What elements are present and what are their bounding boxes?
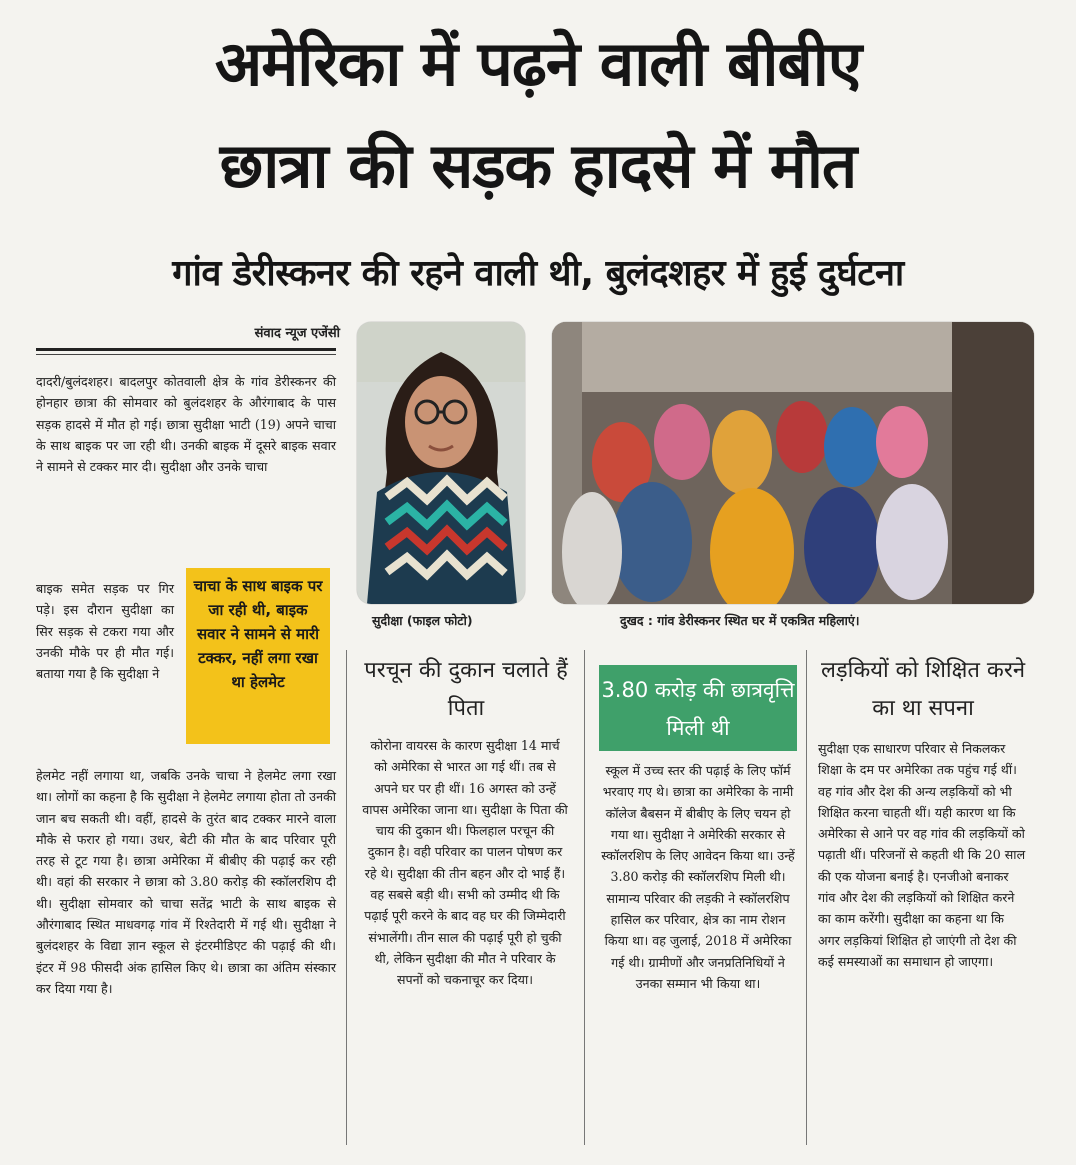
column-divider-3 <box>806 650 807 1145</box>
col2-body: कोरोना वायरस के कारण सुदीक्षा 14 मार्च को अमेरिका से भारत आ गई थीं। तब से अपने घर पर ही थीं। 16 अगस्त को उन्हें वापस अमेरिका जाना था। सुदीक्षा के पिता की चाय की दुकान थी। फिलहाल परचून की दुकान है। वही परिवार का पालन पोषण कर रहे थे। सुदीक्षा की तीन बहन और दो भाई हैं। वह सबसे बड़ी थी। सभी को उम्मीद थी कि पढ़ाई पूरी करने के बाद वह घर की जिम्मेदारी संभालेंगी। तीन साल की पढ़ाई पूरी हो चुकी थी, लेकिन सुदीक्षा की मौत ने परिवार के सपनों को चकनाचूर कर दिया। <box>362 738 568 988</box>
gathering-illustration <box>552 322 1034 604</box>
gathering-photo <box>552 322 1034 604</box>
headline-line-2: छात्रा की सड़क हादसे में मौत <box>219 129 857 202</box>
column-divider-1 <box>346 650 347 1145</box>
col4-heading: लड़कियों को शिक्षित करने का था सपना <box>820 658 1026 721</box>
agency-rule <box>36 348 336 351</box>
col1-paragraph-top: दादरी/बुलंदशहर। बादलपुर कोतवाली क्षेत्र के गांव डेरीस्कनर की होनहार छात्रा की सोमवार को बुलंदशहर के औरंगाबाद के पास सड़क हादसे में मौत हो गई। छात्रा सुदीक्षा भाटी (19) अपने चाचा के साथ बाइक पर जा रही थी। उनकी बाइक में दूसरे बाइक सवार ने सामने से टक्कर मार दी। सुदीक्षा और उनके चाचा <box>36 374 336 475</box>
caption-gathering: दुखद : गांव डेरीस्कनर स्थित घर में एकत्रित महिलाएं। <box>620 613 860 628</box>
subheadline: गांव डेरीस्कनर की रहने वाली थी, बुलंदशहर में हुई दुर्घटना <box>172 253 904 294</box>
col1-paragraph-rest: हेलमेट नहीं लगाया था, जबकि उनके चाचा ने हेलमेट लगा रखा था। लोगों का कहना है कि सुदीक्षा ने हेलमेट लगाया होता तो उनकी जान बच सकती थी। वहीं, हादसे के तुरंत बाद टक्कर मारने वाला मौके से फरार हो गया। उधर, बेटी की मौत के बाद परिवार पूरी तरह से टूट गया है। छात्रा अमेरिका में बीबीए की पढ़ाई कर रही थी। वहां की सरकार ने छात्रा को 3.80 करोड़ की स्कॉलरशिप दी थी। सुदीक्षा सोमवार को चाचा सतेंद्र भाटी के साथ बाइक से औरंगाबाद स्थित माधवगढ़ गांव में रिश्तेदारी में गई थी। सुदीक्षा ने बुलंदशहर के विद्या ज्ञान स्कूल से इंटरमीडिएट की पढ़ाई की थी। इंटर में 98 फीसदी अंक हासिल किए थे। छात्रा का अंतिम संस्कार कर दिया गया है। <box>36 768 336 996</box>
agency-credit: संवाद न्यूज एजेंसी <box>254 326 340 341</box>
col3-body: स्कूल में उच्च स्तर की पढ़ाई के लिए फॉर्म भरवाए गए थे। छात्रा का अमेरिका के नामी कॉलेज बैबसन में बीबीए के लिए चयन हो गया था। सुदीक्षा ने अमेरिकी सरकार से स्कॉलरशिप के लिए आवेदन किया था। उन्हें 3.80 करोड़ की स्कॉलरशिप मिली थी। सामान्य परिवार की लड़की ने स्कॉलरशिप हासिल कर परिवार, क्षेत्र का नाम रोशन किया था। वह जुलाई, 2018 में अमेरिका गई थी। ग्रामीणों और जनप्रतिनिधियों ने उनका सम्मान भी किया था। <box>601 763 795 991</box>
col3-heading: 3.80 करोड़ की छात्रवृत्ति मिली थी <box>599 665 797 751</box>
portrait-illustration <box>357 322 525 604</box>
col4-body: सुदीक्षा एक साधारण परिवार से निकलकर शिक्षा के दम पर अमेरिका तक पहुंच गई थीं। वह गांव और देश की अन्य लड़कियों को भी शिक्षित करना चाहती थीं। यही कारण था कि अमेरिका से आने पर वह गांव की लड़कियों को पढ़ाती थीं। परिजनों से कहती थी कि 20 साल की एक योजना बनाई है। एनजीओ बनाकर गांव और देश की लड़कियों को शिक्षित करने का काम करेंगी। सुदीक्षा का कहना था कि अगर लड़कियां शिक्षित हो जाएंगी तो देश की कई समस्याओं का समाधान हो जाएगा। <box>818 741 1026 969</box>
agency-rule-thin <box>36 354 336 355</box>
column-divider-2 <box>584 650 585 1145</box>
col1-paragraph-narrow: बाइक समेत सड़क पर गिर पड़े। इस दौरान सुदीक्षा का सिर सड़क से टकरा गया और उनकी मौके पर ही मौत गई। बताया गया है कि सुदीक्षा ने <box>36 581 174 682</box>
portrait-photo <box>357 322 525 604</box>
headline-line-1: अमेरिका में पढ़ने वाली बीबीए <box>214 27 862 100</box>
highlight-callout: चाचा के साथ बाइक पर जा रही थी, बाइक सवार ने सामने से मारी टक्कर, नहीं लगा रखा था हेलमेट <box>186 568 330 744</box>
col2-heading: परचून की दुकान चलाते हैं पिता <box>364 658 568 721</box>
caption-portrait: सुदीक्षा (फाइल फोटो) <box>372 613 473 628</box>
